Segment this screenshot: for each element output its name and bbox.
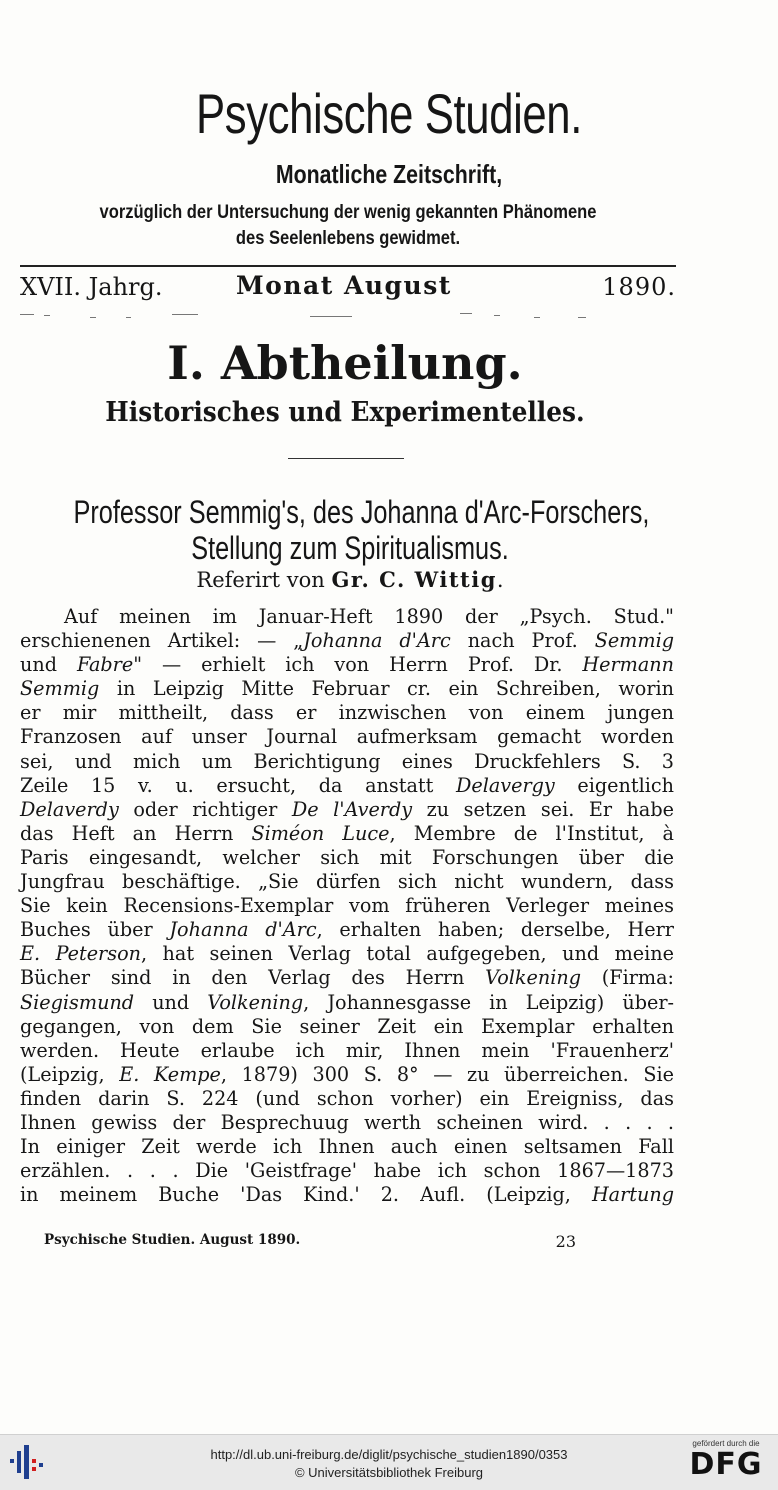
body-text-run: , Membre de l'Institut, à — [389, 821, 674, 845]
body-text-run: , erhalten haben; derselbe, Herr — [316, 918, 674, 942]
body-text-run: sei, und mich um Berichtigung eines Druckfehlers S. 3 — [20, 749, 674, 773]
body-text-run: Johanna d'Arc — [303, 629, 451, 653]
body-text-run: werden. Heute erlaube ich mir, Ihnen mein 'Frauenherz' — [20, 1038, 674, 1062]
body-text-run: Zeile 15 v. u. ersucht, da anstatt — [20, 773, 456, 797]
body-line — [20, 1039, 674, 1063]
dfg-logo-text: DFG — [689, 1447, 763, 1482]
body-line — [20, 822, 674, 846]
section-divider — [288, 458, 404, 459]
body-line — [20, 1111, 674, 1135]
body-line — [20, 1183, 674, 1207]
journal-title: Psychische Studien. — [196, 82, 582, 145]
body-text-run: Delaverdy — [20, 797, 119, 821]
article-title-line2: Stellung zum Spiritualismus. — [191, 530, 509, 566]
body-line — [20, 870, 674, 894]
body-text-run: in Leipzig Mitte Februar cr. ein Schreiben, worin — [99, 677, 674, 701]
body-text-run: das Heft an Herrn — [20, 821, 252, 845]
dfg-logo[interactable] — [686, 1439, 766, 1487]
year-label: 1890. — [602, 273, 676, 301]
body-text-run: " — erhielt ich von Herrn Prof. Dr. — [133, 653, 583, 677]
body-line — [20, 918, 674, 942]
section-title: I. Abtheilung. — [167, 336, 523, 390]
body-line — [20, 1159, 674, 1183]
body-line — [20, 653, 674, 677]
byline-prefix: Referirt von — [196, 568, 325, 592]
body-text-run: Auf meinen im Januar-Heft 1890 der „Psych. Stud." — [64, 605, 674, 628]
body-text-run: Sie kein Recensions-Exemplar vom früheren Verleger meines — [20, 894, 674, 918]
body-text-run: Volkening — [485, 966, 582, 990]
body-text-run: erschienenen Artikel: — „ — [20, 629, 304, 653]
header-rule-top — [20, 265, 676, 267]
article-body — [20, 605, 674, 1207]
body-text-run: Semmig — [20, 677, 100, 701]
body-line — [20, 991, 674, 1015]
body-text-run: finden darin S. 224 (und schon vorher) ein Ereigniss, das — [20, 1086, 674, 1110]
body-line — [20, 846, 674, 870]
body-text-run: Bücher sind in den Verlag des Herrn — [20, 966, 486, 990]
body-text-run: (Leipzig, — [20, 1062, 120, 1086]
body-text-run: zu setzen sei. Er habe — [412, 797, 674, 821]
body-line — [20, 774, 674, 798]
body-text-run: Siméon Luce — [251, 821, 390, 845]
issue-info-row — [20, 273, 676, 305]
body-text-run: Delavergy — [455, 773, 555, 797]
body-text-run: Paris eingesandt, welcher sich mit Forschungen über die — [20, 845, 674, 869]
body-text-run: E. Peterson — [20, 942, 141, 966]
article-byline — [0, 567, 700, 592]
body-line — [20, 750, 674, 774]
body-text-run: er mir mittheilt, dass er inzwischen von einem jungen — [20, 701, 674, 725]
body-text-run: Johanna d'Arc — [169, 918, 317, 942]
body-line — [20, 966, 674, 990]
running-title: Psychische Studien. August 1890. — [44, 1232, 301, 1248]
body-text-run: , hat seinen Verlag total aufgegeben, und meine — [140, 942, 674, 966]
body-line — [20, 798, 674, 822]
body-text-run: , Johannesgasse in Leipzig) über- — [303, 990, 674, 1014]
body-line — [20, 1015, 674, 1039]
body-text-run: Hermann — [582, 653, 674, 677]
permalink-url[interactable]: http://dl.ub.uni-freiburg.de/diglit/psychische_studien1890/0353 — [210, 1447, 568, 1462]
viewer-footer-bar — [0, 1434, 778, 1490]
body-text-run: Jungfrau beschäftige. „Sie dürfen sich nicht wundern, dass — [20, 870, 674, 894]
month-label: Monat August — [236, 271, 452, 300]
body-text-run: Volkening — [207, 990, 304, 1014]
body-text-run: Semmig — [594, 629, 674, 653]
volume-label: XVII. Jahrg. — [20, 273, 163, 301]
body-line — [20, 605, 674, 629]
body-text-run: nach Prof. — [450, 629, 595, 653]
body-text-run: Siegismund — [20, 990, 135, 1014]
body-text-run: erzählen. . . . Die 'Geistfrage' habe ich schon 1867—1873 — [20, 1159, 674, 1183]
body-text-run: oder richtiger — [118, 797, 292, 821]
body-text-run: E. Kempe — [119, 1062, 221, 1086]
body-line — [20, 894, 674, 918]
body-line — [20, 942, 674, 966]
body-text-run: In einiger Zeit werde ich Ihnen auch einen seltsamen Fall — [20, 1135, 674, 1159]
body-line — [20, 701, 674, 725]
byline-suffix: . — [496, 568, 504, 592]
body-line — [20, 725, 674, 749]
body-text-run: gegangen, von dem Sie seiner Zeit ein Exemplar erhalten — [20, 1014, 674, 1038]
body-text-run: De l'Averdy — [291, 797, 413, 821]
article-title-line1: Professor Semmig's, des Johanna d'Arc-Forschers, — [73, 494, 650, 530]
body-text-run: in meinem Buche 'Das Kind.' 2. Aufl. (Leipzig, — [20, 1183, 592, 1207]
journal-description-line1: vorzüglich der Untersuchung der wenig gekannten Phänomene — [99, 202, 597, 223]
body-text-run: und — [134, 990, 208, 1014]
body-text-run: Hartung — [591, 1183, 674, 1207]
body-text-run: eigentlich — [554, 773, 674, 797]
byline-author: Gr. C. Wittig — [331, 567, 497, 592]
journal-description-line2: des Seelenlebens gewidmet. — [235, 228, 461, 249]
journal-subtitle: Monatliche Zeitschrift, — [275, 159, 503, 189]
copyright-notice: © Universitätsbibliothek Freiburg — [294, 1465, 484, 1480]
body-line — [20, 1063, 674, 1087]
page-footer — [44, 1232, 576, 1252]
page-number: 23 — [555, 1232, 576, 1251]
body-text-run: (Firma: — [581, 966, 674, 990]
body-text-run: Franzosen auf unser Journal aufmerksam gemacht worden — [20, 725, 674, 749]
body-line — [20, 1135, 674, 1159]
body-text-run: Ihnen gewiss der Besprechuug werth scheinen wird. . . . . — [20, 1110, 674, 1134]
body-line — [20, 677, 674, 701]
body-text-run: Buches über — [20, 918, 170, 942]
funder-note: gefördert durch die — [692, 1439, 760, 1448]
body-text-run: , 1879) 300 S. 8° — zu überreichen. Sie — [220, 1062, 675, 1086]
section-subtitle: Historisches und Experimentelles. — [105, 397, 585, 428]
body-line — [20, 629, 674, 653]
body-text-run: und — [20, 653, 77, 677]
print-specks — [20, 311, 620, 319]
body-line — [20, 1087, 674, 1111]
body-text-run: Fabre — [76, 653, 134, 677]
